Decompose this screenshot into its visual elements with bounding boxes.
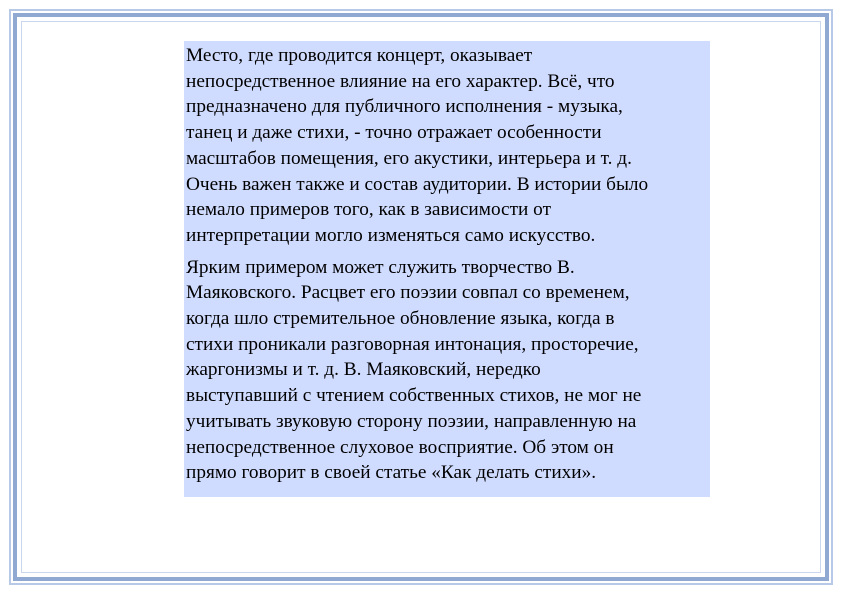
text-line: Ярким примером может служить творчество В.	[186, 256, 575, 278]
text-line: предназначено для публичного исполнения - музыка,	[186, 96, 623, 118]
text-line: выступавший с чтением собственных стихов, не мог не	[186, 385, 642, 407]
text-line: масштабов помещения, его акустики, интерьера и т. д.	[186, 147, 632, 169]
text-line: прямо говорит в своей статье «Как делать стихи».	[186, 462, 597, 484]
text-line: непосредственное влияние на его характер. Всё, что	[186, 70, 615, 92]
text-line: танец и даже стихи, - точно отражает особенности	[186, 122, 602, 144]
text-line: учитывать звуковую сторону поэзии, направленную на	[186, 410, 637, 432]
paragraph-2	[186, 255, 706, 486]
text-line: Маяковского. Расцвет его поэзии совпал со временем,	[186, 282, 630, 304]
text-line: Место, где проводится концерт, оказывает	[186, 45, 533, 66]
paragraph-1	[186, 43, 706, 249]
text-line: непосредственное слуховое восприятие. Об этом он	[186, 436, 614, 458]
text-block	[184, 41, 710, 497]
text-line: жаргонизмы и т. д. В. Маяковский, нередко	[186, 359, 541, 381]
text-line: когда шло стремительное обновление языка, когда в	[186, 308, 615, 330]
text-line: Очень важен также и состав аудитории. В истории было	[186, 173, 649, 195]
text-line: немало примеров того, как в зависимости от	[186, 199, 551, 221]
text-line: интерпретации могло изменяться само искусство.	[186, 224, 596, 246]
text-line: стихи проникали разговорная интонация, просторечие,	[186, 333, 639, 355]
